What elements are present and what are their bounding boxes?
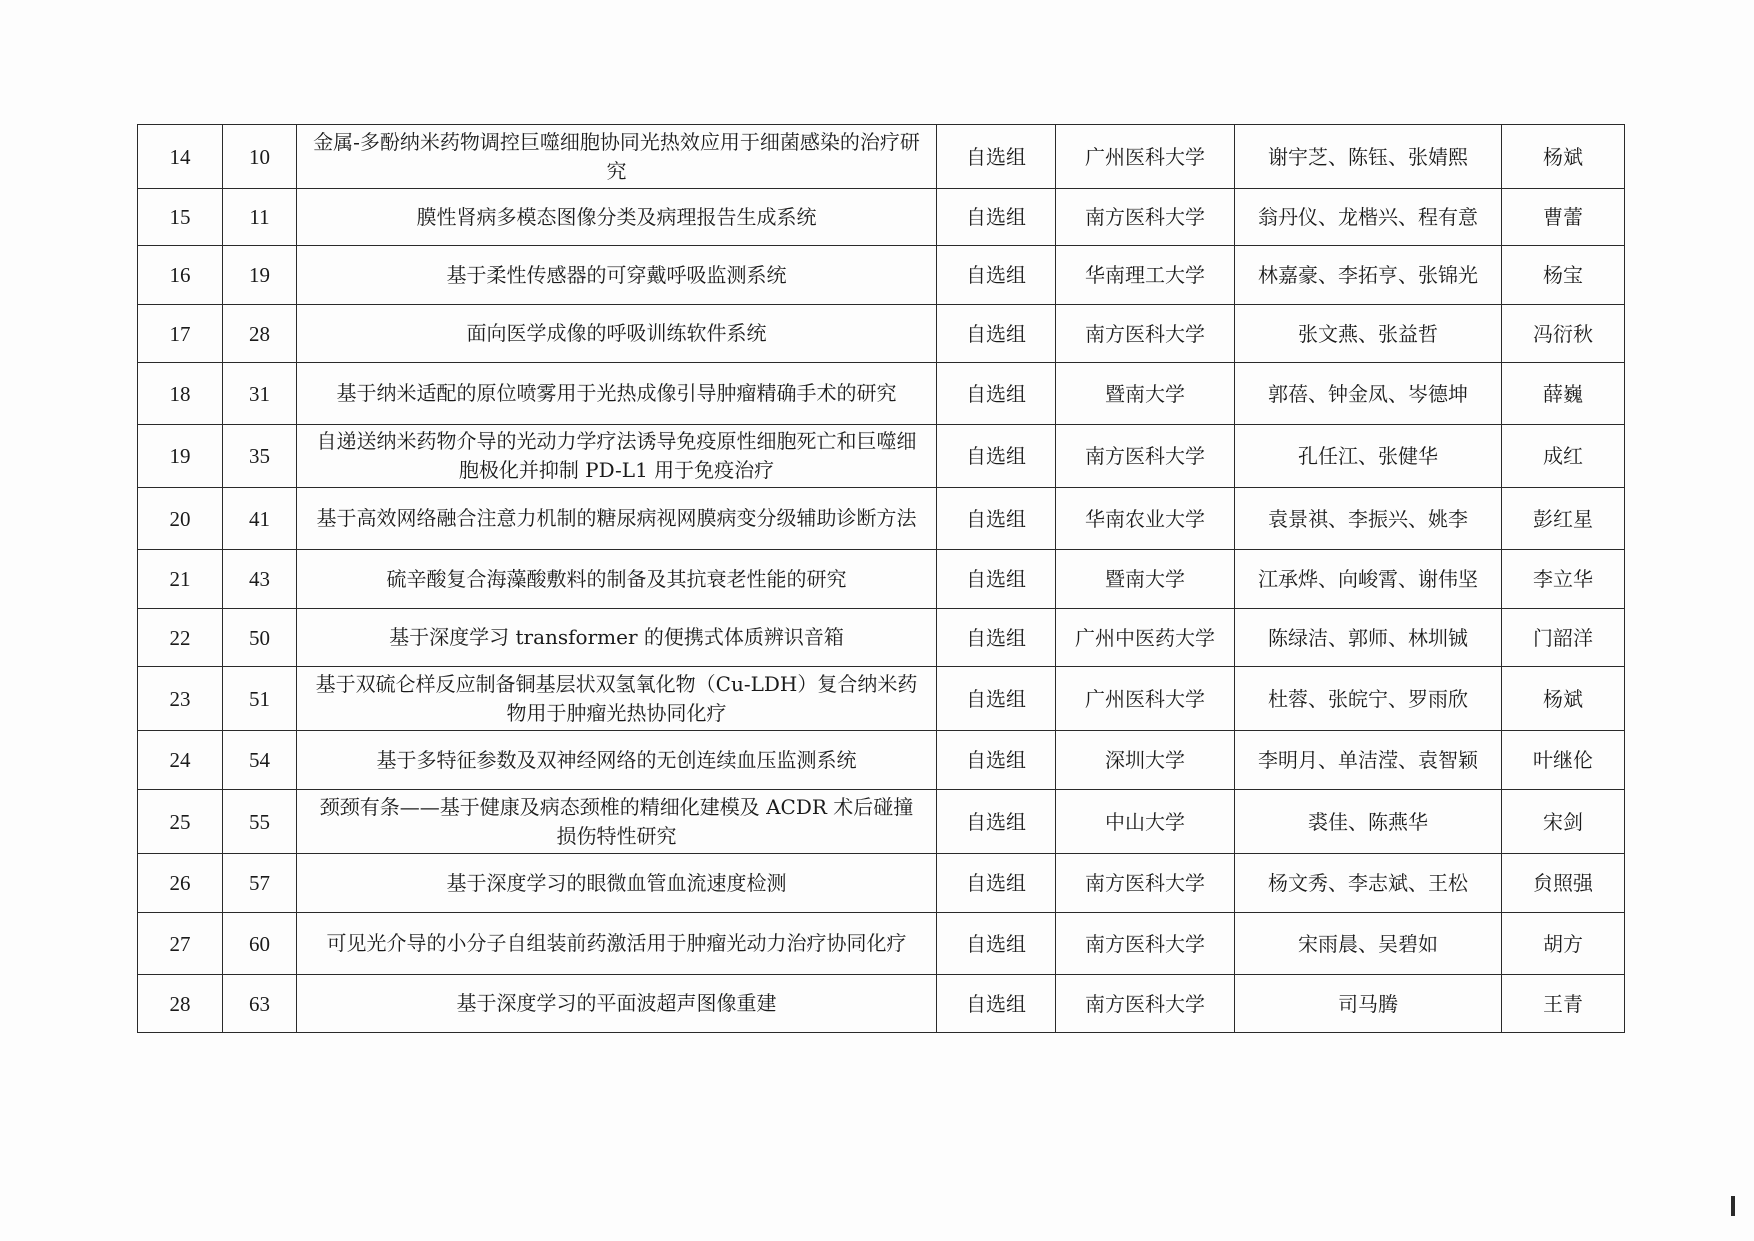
cell-index: 21 — [138, 550, 223, 609]
cell-school: 中山大学 — [1056, 790, 1235, 854]
cell-advisor: 李立华 — [1502, 550, 1625, 609]
cell-members: 陈绿洁、郭师、林圳铖 — [1235, 609, 1502, 667]
cell-project-title: 基于纳米适配的原位喷雾用于光热成像引导肿瘤精确手术的研究 — [297, 363, 937, 425]
cell-advisor: 王青 — [1502, 975, 1625, 1033]
cell-group: 自选组 — [937, 425, 1056, 488]
cell-code: 43 — [223, 550, 297, 609]
cell-school: 广州医科大学 — [1056, 125, 1235, 189]
cell-code: 60 — [223, 913, 297, 975]
cell-project-title: 基于深度学习 transformer 的便携式体质辨识音箱 — [297, 609, 937, 667]
table-row — [138, 667, 1625, 731]
table-row — [138, 246, 1625, 305]
cell-advisor: 成红 — [1502, 425, 1625, 488]
table-body — [138, 125, 1625, 1033]
cell-project-title: 可见光介导的小分子自组装前药激活用于肿瘤光动力治疗协同化疗 — [297, 913, 937, 975]
table-row — [138, 425, 1625, 488]
cell-code: 10 — [223, 125, 297, 189]
cell-code: 51 — [223, 667, 297, 731]
cell-index: 25 — [138, 790, 223, 854]
cell-school: 南方医科大学 — [1056, 189, 1235, 246]
cell-advisor: 门韶洋 — [1502, 609, 1625, 667]
cell-project-title: 膜性肾病多模态图像分类及病理报告生成系统 — [297, 189, 937, 246]
project-list-table — [137, 124, 1625, 1033]
cell-project-title: 硫辛酸复合海藻酸敷料的制备及其抗衰老性能的研究 — [297, 550, 937, 609]
cell-members: 张文燕、张益哲 — [1235, 305, 1502, 363]
cell-project-title: 颈颈有条——基于健康及病态颈椎的精细化建模及 ACDR 术后碰撞损伤特性研究 — [297, 790, 937, 854]
cell-school: 暨南大学 — [1056, 550, 1235, 609]
cell-group: 自选组 — [937, 913, 1056, 975]
cell-project-title: 基于深度学习的眼微血管血流速度检测 — [297, 854, 937, 913]
cell-code: 19 — [223, 246, 297, 305]
cell-school: 广州医科大学 — [1056, 667, 1235, 731]
cell-index: 24 — [138, 731, 223, 790]
cell-index: 14 — [138, 125, 223, 189]
cell-index: 19 — [138, 425, 223, 488]
table-row — [138, 363, 1625, 425]
cell-code: 55 — [223, 790, 297, 854]
cell-group: 自选组 — [937, 246, 1056, 305]
cell-code: 35 — [223, 425, 297, 488]
cell-advisor: 杨斌 — [1502, 667, 1625, 731]
cell-advisor: 冯衍秋 — [1502, 305, 1625, 363]
cell-school: 南方医科大学 — [1056, 305, 1235, 363]
cell-code: 28 — [223, 305, 297, 363]
cell-project-title: 基于柔性传感器的可穿戴呼吸监测系统 — [297, 246, 937, 305]
table-row — [138, 854, 1625, 913]
cell-group: 自选组 — [937, 488, 1056, 550]
cell-advisor: 贠照强 — [1502, 854, 1625, 913]
cell-school: 南方医科大学 — [1056, 854, 1235, 913]
cell-code: 41 — [223, 488, 297, 550]
cell-school: 深圳大学 — [1056, 731, 1235, 790]
cell-group: 自选组 — [937, 550, 1056, 609]
cell-members: 杜蓉、张皖宁、罗雨欣 — [1235, 667, 1502, 731]
cell-index: 26 — [138, 854, 223, 913]
table-row — [138, 975, 1625, 1033]
cell-advisor: 叶继伦 — [1502, 731, 1625, 790]
cell-advisor: 薛巍 — [1502, 363, 1625, 425]
cell-school: 暨南大学 — [1056, 363, 1235, 425]
cell-code: 31 — [223, 363, 297, 425]
table-row — [138, 189, 1625, 246]
cell-advisor: 杨宝 — [1502, 246, 1625, 305]
cell-members: 杨文秀、李志斌、王松 — [1235, 854, 1502, 913]
cell-code: 50 — [223, 609, 297, 667]
cell-index: 22 — [138, 609, 223, 667]
cell-members: 林嘉豪、李拓亨、张锦光 — [1235, 246, 1502, 305]
cell-group: 自选组 — [937, 189, 1056, 246]
cell-members: 裘佳、陈燕华 — [1235, 790, 1502, 854]
cell-project-title: 面向医学成像的呼吸训练软件系统 — [297, 305, 937, 363]
cell-group: 自选组 — [937, 609, 1056, 667]
cell-index: 16 — [138, 246, 223, 305]
cell-members: 谢宇芝、陈钰、张婧熙 — [1235, 125, 1502, 189]
cell-project-title: 金属-多酚纳米药物调控巨噬细胞协同光热效应用于细菌感染的治疗研究 — [297, 125, 937, 189]
cell-school: 南方医科大学 — [1056, 425, 1235, 488]
table-row — [138, 609, 1625, 667]
cell-school: 华南农业大学 — [1056, 488, 1235, 550]
table-row — [138, 305, 1625, 363]
table-row — [138, 790, 1625, 854]
cell-project-title: 基于多特征参数及双神经网络的无创连续血压监测系统 — [297, 731, 937, 790]
scan-edge-mark — [1731, 1196, 1735, 1216]
cell-advisor: 杨斌 — [1502, 125, 1625, 189]
cell-members: 宋雨晨、吴碧如 — [1235, 913, 1502, 975]
cell-members: 司马腾 — [1235, 975, 1502, 1033]
cell-school: 广州中医药大学 — [1056, 609, 1235, 667]
cell-index: 15 — [138, 189, 223, 246]
cell-index: 18 — [138, 363, 223, 425]
cell-group: 自选组 — [937, 363, 1056, 425]
cell-school: 南方医科大学 — [1056, 913, 1235, 975]
cell-index: 28 — [138, 975, 223, 1033]
table-row — [138, 488, 1625, 550]
cell-members: 郭蓓、钟金凤、岑德坤 — [1235, 363, 1502, 425]
cell-advisor: 彭红星 — [1502, 488, 1625, 550]
cell-group: 自选组 — [937, 975, 1056, 1033]
cell-school: 华南理工大学 — [1056, 246, 1235, 305]
cell-group: 自选组 — [937, 854, 1056, 913]
cell-project-title: 基于双硫仑样反应制备铜基层状双氢氧化物（Cu-LDH）复合纳米药物用于肿瘤光热协同化疗 — [297, 667, 937, 731]
cell-members: 李明月、单洁滢、袁智颖 — [1235, 731, 1502, 790]
cell-index: 17 — [138, 305, 223, 363]
cell-school: 南方医科大学 — [1056, 975, 1235, 1033]
cell-members: 翁丹仪、龙楷兴、程有意 — [1235, 189, 1502, 246]
table-row — [138, 913, 1625, 975]
cell-members: 袁景祺、李振兴、姚李 — [1235, 488, 1502, 550]
table-row — [138, 550, 1625, 609]
cell-index: 23 — [138, 667, 223, 731]
cell-project-title: 基于高效网络融合注意力机制的糖尿病视网膜病变分级辅助诊断方法 — [297, 488, 937, 550]
cell-advisor: 胡方 — [1502, 913, 1625, 975]
table-row — [138, 125, 1625, 189]
cell-group: 自选组 — [937, 731, 1056, 790]
cell-group: 自选组 — [937, 125, 1056, 189]
cell-group: 自选组 — [937, 305, 1056, 363]
cell-code: 57 — [223, 854, 297, 913]
cell-members: 孔任江、张健华 — [1235, 425, 1502, 488]
cell-members: 江承烨、向峻霄、谢伟坚 — [1235, 550, 1502, 609]
cell-code: 11 — [223, 189, 297, 246]
cell-advisor: 曹蕾 — [1502, 189, 1625, 246]
cell-group: 自选组 — [937, 790, 1056, 854]
cell-advisor: 宋剑 — [1502, 790, 1625, 854]
cell-group: 自选组 — [937, 667, 1056, 731]
cell-index: 20 — [138, 488, 223, 550]
cell-project-title: 基于深度学习的平面波超声图像重建 — [297, 975, 937, 1033]
cell-code: 54 — [223, 731, 297, 790]
table-row — [138, 731, 1625, 790]
cell-code: 63 — [223, 975, 297, 1033]
cell-index: 27 — [138, 913, 223, 975]
cell-project-title: 自递送纳米药物介导的光动力学疗法诱导免疫原性细胞死亡和巨噬细胞极化并抑制 PD-L1 用于免疫治疗 — [297, 425, 937, 488]
